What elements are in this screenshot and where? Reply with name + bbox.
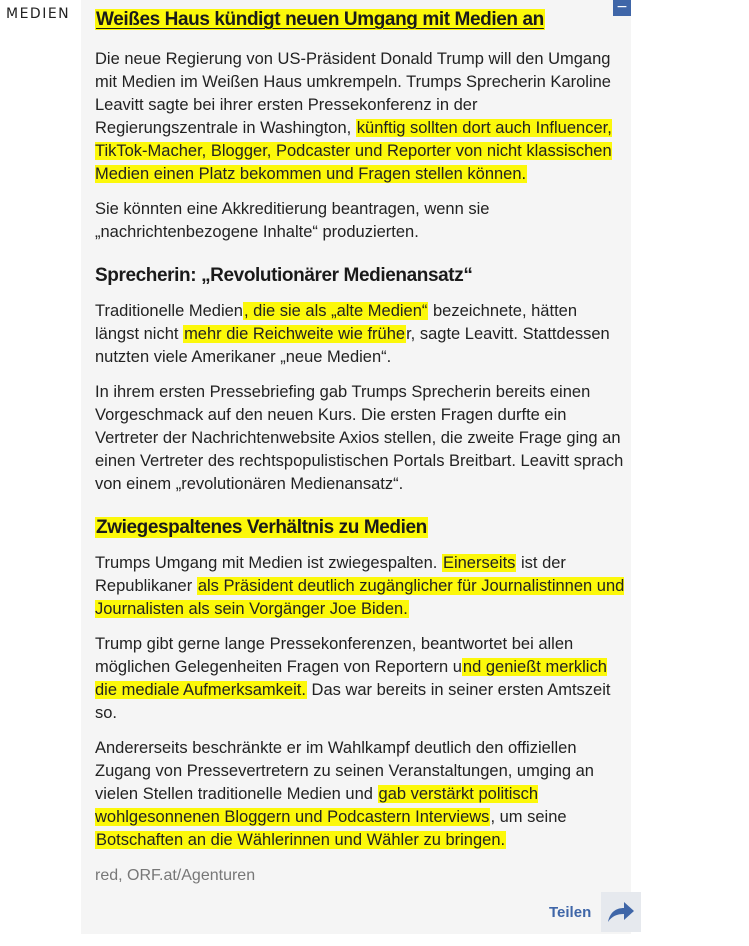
- share-button[interactable]: [549, 892, 641, 932]
- highlight: mehr die Reichweite wie frühe: [184, 325, 406, 343]
- paragraph-briefing: In ihrem ersten Pressebriefing gab Trumps Sprecherin bereits einen Vorgeschmack auf den neuen Kurs. Die ersten Fragen durfte ein Vertreter der Nachrichtenwebsite Axios stellen, die zweite Frage ging an einen Vertreter des rechtspopulistischen Portals Breitbart. Leavitt sprach von einem „revolutionären Medienansatz“.: [95, 383, 624, 493]
- highlight: als Präsident deutlich zugänglicher für Journalistinnen und Journalisten als sein Vorgänger Joe Biden.: [95, 577, 625, 618]
- paragraph-ambivalent: Trumps Umgang mit Medien ist zwiegespalten. Einerseits ist der Republikaner als Präsident deutlich zugänglicher für Journalistinnen und Journalisten als sein Vorgänger Joe Biden.: [95, 554, 625, 618]
- paragraph-intro: Die neue Regierung von US-Präsident Donald Trump will den Umgang mit Medien im Weißen Haus umkrempeln. Trumps Sprecherin Karoline Leavitt sagte bei ihrer ersten Pressekonferenz in der Regierungszentrale in Washington, künftig sollten dort auch Influencer, TikTok-Macher, Blogger, Podcaster und Reporter von nicht klassischen Medien einen Platz bekommen und Fragen stellen können.: [95, 50, 612, 183]
- share-label: Teilen: [549, 903, 592, 921]
- paragraph-traditional-media: Traditionelle Medien, die sie als „alte Medien“ bezeichnete, hätten längst nicht mehr die Reichweite wie früher, sagte Leavitt. Stattdessen nutzten viele Amerikaner „neue Medien“.: [95, 302, 610, 366]
- article-content: [95, 8, 625, 887]
- paragraph-press-conferences: Trump gibt gerne lange Pressekonferenzen, beantwortet bei allen möglichen Gelegenheiten Fragen von Reportern und genießt merklich die mediale Aufmerksamkeit. Das war bereits in seiner ersten Amtszeit so.: [95, 635, 611, 722]
- paragraph-accreditation: Sie könnten eine Akkreditierung beantragen, wenn sie „nachrichtenbezogene Inhalte“ produzierten.: [95, 200, 490, 241]
- highlight: Botschaften an die Wählerinnen und Wähler zu bringen.: [96, 831, 506, 849]
- subheading-relation: [95, 517, 625, 539]
- highlight: nd genießt merklich die mediale Aufmerksamkeit.: [95, 658, 607, 699]
- highlight: gab verstärkt politisch wohlgesonnenen Bloggern und Podcastern Interviews: [95, 785, 539, 826]
- highlight: künftig sollten dort auch Influencer, TikTok-Macher, Blogger, Podcaster und Reporter von nicht klassischen Medien einen Platz bekommen und Fragen stellen können.: [95, 119, 612, 183]
- highlight: Weißes Haus kündigt neuen Umgang mit Medien an: [96, 9, 544, 30]
- highlight: Zwiegespaltenes Verhältnis zu Medien: [96, 517, 427, 538]
- share-arrow-icon[interactable]: [601, 892, 641, 932]
- source-credit: red, ORF.at/Agenturen: [95, 867, 256, 884]
- paragraph-campaign: Andererseits beschränkte er im Wahlkampf deutlich den offiziellen Zugang von Pressevertretern zu seinen Veranstaltungen, umging an vielen Stellen traditionelle Medien und gab verstärkt politisch wohlgesonnenen Bloggern und Podcastern Interviews, um seine Botschaften an die Wählerinnen und Wähler zu bringen.: [95, 739, 594, 849]
- highlight: , die sie als „alte Medien“: [243, 302, 428, 320]
- subheading-speaker: Sprecherin: „Revolutionärer Medienansatz“: [95, 265, 473, 286]
- highlight: Einerseits: [442, 554, 516, 572]
- article-title[interactable]: [95, 9, 625, 31]
- collapse-button[interactable]: −: [613, 0, 631, 16]
- section-label: MEDIEN: [6, 6, 71, 22]
